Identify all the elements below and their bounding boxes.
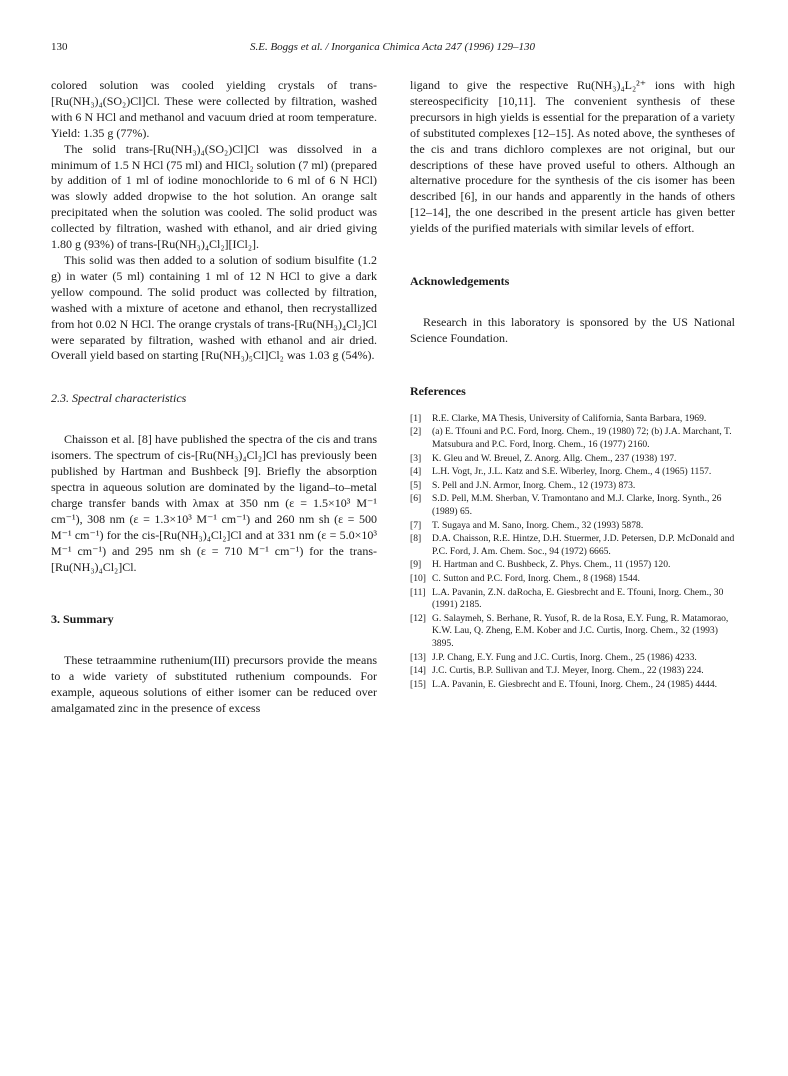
reference-item: [4] L.H. Vogt, Jr., J.L. Katz and S.E. Wiberley, Inorg. Chem., 4 (1965) 1157. [410, 466, 712, 478]
left-column [51, 78, 377, 717]
reference-item: [13] J.P. Chang, E.Y. Fung and J.C. Curtis, Inorg. Chem., 25 (1986) 4233. [410, 651, 697, 663]
acknowledgements-text: Research in this laboratory is sponsored by the US National Science Foundation. [410, 315, 735, 345]
section-heading-summary: 3. Summary [51, 612, 114, 627]
subsection-heading: 2.3. Spectral characteristics [51, 391, 187, 406]
reference-item: [2] (a) E. Tfouni and P.C. Ford, Inorg. Chem., 19 (1980) 72; (b) J.A. Marchant, T. Matsubura and P.C. Ford, Inorg. Chem., 16 (1977) 2160. [410, 426, 732, 451]
reference-item: [6] S.D. Pell, M.M. Sherban, V. Tramontano and M.J. Clarke, Inorg. Synth., 26 (1989) 65. [410, 493, 722, 518]
paragraph-summary: These tetraammine ruthenium(III) precursors provide the means to a wide variety of substituted ruthenium compounds. For example, aqueous solutions of either isomer can be reduced over amalgamated zinc in the presence of excess [51, 653, 377, 716]
reference-item: [1] R.E. Clarke, MA Thesis, University of California, Santa Barbara, 1969. [410, 412, 707, 424]
page-number: 130 [51, 41, 68, 53]
reference-item: [7] T. Sugaya and M. Sano, Inorg. Chem., 32 (1993) 5878. [410, 519, 644, 531]
paragraph-summary-continued: ligand to give the respective Ru(NH₃)₄L₂²⁺ ions with high stereospecificity [10,11]. The convenient synthesis of these precursors in high yields is essential for the preparation of a variety of substituted complexes [12–15]. As noted above, the syntheses of the cis and trans dichloro complexes are not original, but our descriptions of these have proved useful to others. Although an alternative procedure for the synthesis of the cis isomer has been described [6], in our hands and apparently in the hands of others [12–14], the one described in the present article has given better yields of the purified materials with similar levels of effort. [410, 78, 735, 236]
running-title: S.E. Boggs et al. / Inorganica Chimica Acta 247 (1996) 129–130 [249, 41, 536, 53]
reference-item: [5] S. Pell and J.N. Armor, Inorg. Chem., 12 (1973) 873. [410, 479, 636, 491]
reference-item: [14] J.C. Curtis, B.P. Sullivan and T.J. Meyer, Inorg. Chem., 22 (1983) 224. [410, 665, 704, 677]
references-heading: References [410, 383, 466, 398]
right-column [410, 78, 735, 692]
reference-item: [3] K. Gleu and W. Breuel, Z. Anorg. Allg. Chem., 237 (1938) 197. [410, 452, 677, 464]
page-header [51, 41, 734, 57]
reference-item: [9] H. Hartman and C. Bushbeck, Z. Phys. Chem., 11 (1957) 120. [410, 559, 671, 571]
reference-item: [11] L.A. Pavanin, Z.N. daRocha, E. Giesbrecht and E. Tfouni, Inorg. Chem., 30 (1991) 2185. [410, 586, 724, 611]
acknowledgements-heading: Acknowledgements [410, 274, 510, 289]
references-list [410, 413, 735, 691]
paragraph-synthesis-icl2: The solid trans-[Ru(NH₃)₄(SO₂)Cl]Cl was dissolved in a minimum of 1.5 N HCl (75 ml) and HICl₂ solution (7 ml) (prepared by addition of 1 ml of iodine monochloride to 6 ml of 6 N HCl) was slowly added dropwise to the hot solution. An orange salt precipitated when the solution was cooled. The solid product was collected by filtration, washed with ethanol, and air dried giving 1.80 g (93%) of trans-[Ru(NH₃)₄Cl₂][ICl₂]. [51, 141, 377, 252]
paragraph-synthesis-so2: colored solution was cooled yielding crystals of trans-[Ru(NH₃)₄(SO₂)Cl]Cl. These were collected by filtration, washed with 6 N HCl and methanol and vacuum dried at room temperature. Yield: 1.35 g (77%). [51, 78, 377, 140]
reference-item: [10] C. Sutton and P.C. Ford, Inorg. Chem., 8 (1968) 1544. [410, 573, 640, 584]
reference-item: [15] L.A. Pavanin, E. Giesbrecht and E. Tfouni, Inorg. Chem., 24 (1985) 4444. [410, 678, 718, 690]
reference-item: [8] D.A. Chaisson, R.E. Hintze, D.H. Stuermer, J.D. Petersen, D.P. McDonald and P.C. Ford, J. Am. Chem. Soc., 94 (1972) 6665. [410, 533, 735, 557]
reference-item: [12] G. Salaymeh, S. Berhane, R. Yusof, R. de la Rosa, E.Y. Fung, R. Matamorao, K.W. Lau, Q. Zheng, E.M. Kober and J.C. Curtis, Inorg. Chem., 32 (1993) 3895. [410, 612, 729, 649]
paragraph-spectra: Chaisson et al. [8] have published the spectra of the cis and trans isomers. The spectrum of cis-[Ru(NH₃)₄Cl₂]Cl has previously been published by Hartman and Bushbeck [9]. Briefly the absorption spectra in aqueous solution are dominated by the ligand–to–metal charge transfer bands with λmax at 350 nm (ε = 1.5×10³ M⁻¹ cm⁻¹), 308 nm (ε = 1.3×10³ M⁻¹ cm⁻¹) and 260 nm sh (ε = 500 M⁻¹ cm⁻¹) for the cis-[Ru(NH₃)₄Cl₂]Cl and at 331 nm (ε = 5.0×10³ M⁻¹ cm⁻¹) and 295 nm sh (ε = 710 M⁻¹ cm⁻¹) for the trans-[Ru(NH₃)₄Cl₂]Cl. [51, 432, 377, 574]
paragraph-synthesis-trans: This solid was then added to a solution of sodium bisulfite (1.2 g) in water (5 ml) containing 1 ml of 12 N HCl to give a dark yellow compound. The solid product was collected by filtration, washed with a mixture of acetone and ethanol, then recrystallized from hot 0.02 N HCl. The orange crystals of trans-[Ru(NH₃)₄Cl₂]Cl were separated by filtration, washed with ethanol and air dried. Overall yield based on starting [Ru(NH₃)₅Cl]Cl₂ was 1.03 g (54%). [51, 252, 377, 363]
